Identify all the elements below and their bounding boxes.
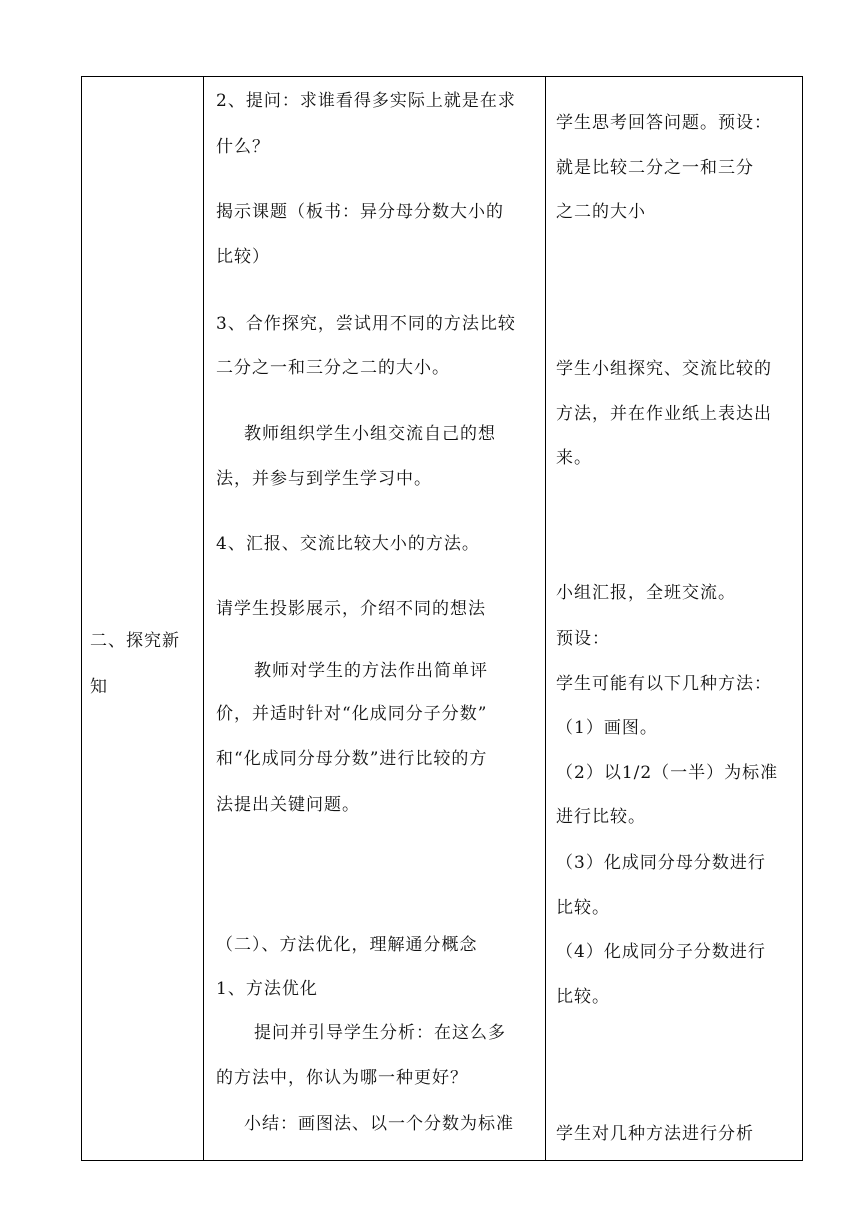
teacher-text: 小结：画图法、以一个分数为标准	[244, 1114, 514, 1134]
teacher-text: 3、合作探究，尝试用不同的方法比较	[216, 314, 516, 334]
teacher-text: 价，并适时针对“化成同分子分数”	[216, 704, 488, 724]
student-text: 学生小组探究、交流比较的	[556, 359, 772, 379]
student-text: （4）化成同分子分数进行	[556, 942, 766, 962]
teacher-text: 什么？	[216, 137, 270, 157]
teacher-text: 比较）	[216, 247, 270, 267]
stage-label-line2: 知	[90, 677, 108, 697]
teacher-text: 2、提问：求谁看得多实际上就是在求	[216, 91, 516, 111]
teacher-text: 请学生投影展示，介绍不同的想法	[216, 599, 486, 619]
stage-label-line1: 二、探究新	[90, 631, 180, 651]
teacher-text: 揭示课题（板书：异分母分数大小的	[216, 202, 504, 222]
teacher-text: 提问并引导学生分析：在这么多	[254, 1023, 506, 1043]
teacher-text: 教师组织学生小组交流自己的想	[244, 424, 496, 444]
student-text: 学生对几种方法进行分析	[556, 1124, 754, 1144]
teacher-text: 4、汇报、交流比较大小的方法。	[216, 534, 480, 554]
student-text: （2）以1/2（一半）为标准	[556, 763, 779, 783]
student-text: 学生可能有以下几种方法：	[556, 674, 772, 694]
student-text: 比较。	[556, 898, 610, 918]
teacher-text: 二分之一和三分之二的大小。	[216, 358, 450, 378]
student-text: 预设：	[556, 629, 610, 649]
teacher-text: 法提出关键问题。	[216, 795, 360, 815]
lesson-table	[81, 76, 803, 1161]
student-text: 之二的大小	[556, 202, 646, 222]
student-text: 方法，并在作业纸上表达出	[556, 404, 772, 424]
teacher-text: 的方法中，你认为哪一种更好？	[216, 1068, 468, 1088]
teacher-text: 1、方法优化	[216, 979, 318, 999]
student-text: 学生思考回答问题。预设：	[556, 113, 772, 133]
column-divider-1	[203, 77, 204, 1160]
student-text: 就是比较二分之一和三分	[556, 158, 754, 178]
student-text: 来。	[556, 448, 592, 468]
column-divider-2	[545, 77, 546, 1160]
student-text: （3）化成同分母分数进行	[556, 853, 766, 873]
teacher-text: 和“化成同分母分数”进行比较的方	[216, 749, 488, 769]
teacher-text: （二）、方法优化，理解通分概念	[216, 935, 478, 955]
student-text: （1）画图。	[556, 718, 658, 738]
teacher-text: 教师对学生的方法作出简单评	[254, 661, 488, 681]
student-text: 小组汇报，全班交流。	[556, 583, 736, 603]
student-text: 比较。	[556, 987, 610, 1007]
student-text: 进行比较。	[556, 807, 646, 827]
teacher-text: 法，并参与到学生学习中。	[216, 469, 432, 489]
